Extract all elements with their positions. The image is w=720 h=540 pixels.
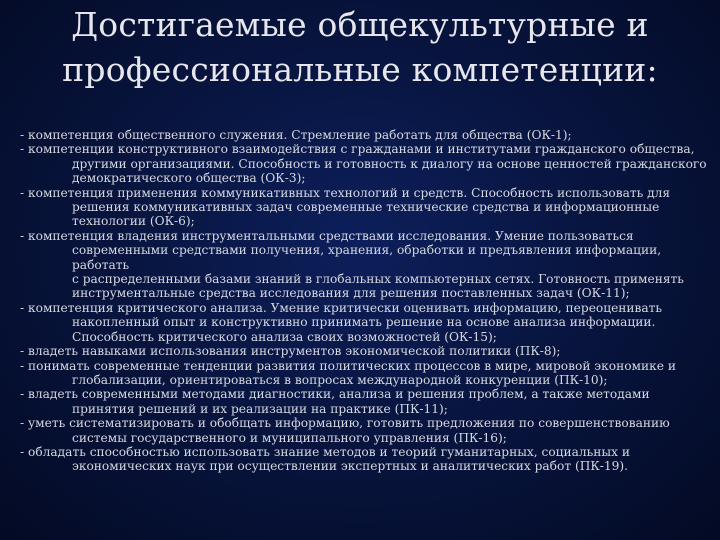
competency-item (20, 186, 710, 229)
competency-item-continuation: накопленный опыт и конструктивно принимать решение на основе анализа информации. (72, 315, 656, 330)
competency-item-continuation: инструментальные средства исследования для решения поставленных задач (ОК-11); (72, 286, 630, 301)
competency-item (20, 229, 710, 301)
competency-list (20, 128, 710, 474)
competency-item-continuation: с распределенными базами знаний в глобальных компьютерных сетях. Готовность применять (72, 272, 684, 287)
competency-item-text: - владеть современными методами диагностики, анализа и решения проблем, а также методами (20, 387, 650, 402)
competency-item-text: - владеть навыками использования инструментов экономической политики (ПК-8); (20, 344, 561, 359)
competency-item-continuation: современными средствами получения, хранения, обработки и предъявления информации, работать (72, 243, 662, 272)
competency-item-text: - уметь систематизировать и обобщать информацию, готовить предложения по совершенствованию (20, 416, 670, 431)
competency-item-continuation: экономических наук при осуществлении экспертных и аналитических работ (ПК-19). (72, 459, 629, 474)
competency-item-continuation: принятия решений и их реализации на практике (ПК-11); (72, 401, 448, 416)
competency-item (20, 301, 710, 344)
competency-item-continuation: демократического общества (ОК-3); (72, 171, 306, 186)
competency-item-text: - компетенция владения инструментальными средствами исследования. Умение пользоваться (20, 228, 634, 243)
competency-item-text: - обладать способностью использовать знание методов и теорий гуманитарных, социальных и (20, 444, 630, 459)
slide-title (20, 2, 700, 92)
competency-item (20, 445, 710, 474)
competency-item-continuation: системы государственного и муниципального управления (ПК-16); (72, 430, 507, 445)
title-line-2: профессиональные компетенции: (62, 50, 658, 89)
competency-item (20, 359, 710, 388)
competency-item (20, 416, 710, 445)
competency-item (20, 344, 710, 358)
title-line-1: Достигаемые общекультурные и (71, 5, 649, 44)
competency-item (20, 128, 710, 142)
competency-item-text: - компетенция применения коммуникативных технологий и средств. Способность использовать для (20, 185, 671, 200)
competency-item-text: - компетенция критического анализа. Умение критически оценивать информацию, переоценивать (20, 300, 663, 315)
competency-item-text: - понимать современные тенденции развития политических процессов в мире, мировой экономике и (20, 358, 676, 373)
competency-item-text: - компетенция общественного служения. Стремление работать для общества (ОК-1); (20, 128, 572, 142)
competency-item (20, 142, 710, 185)
competency-item-continuation: решения коммуникативных задач современные технические средства и информационные (72, 200, 660, 215)
competency-item-text: - компетенции конструктивного взаимодействия с гражданами и институтами гражданского общества, (20, 142, 695, 157)
competency-item-continuation: другими организациями. Способность и готовность к диалогу на основе ценностей гражданского (72, 156, 707, 171)
competency-item-continuation: технологии (ОК-6); (72, 214, 195, 229)
competency-item (20, 387, 710, 416)
competency-item-continuation: Способность критического анализа своих возможностей (ОК-15); (72, 329, 497, 344)
competency-item-continuation: глобализации, ориентироваться в вопросах международной конкуренции (ПК-10); (72, 372, 608, 387)
